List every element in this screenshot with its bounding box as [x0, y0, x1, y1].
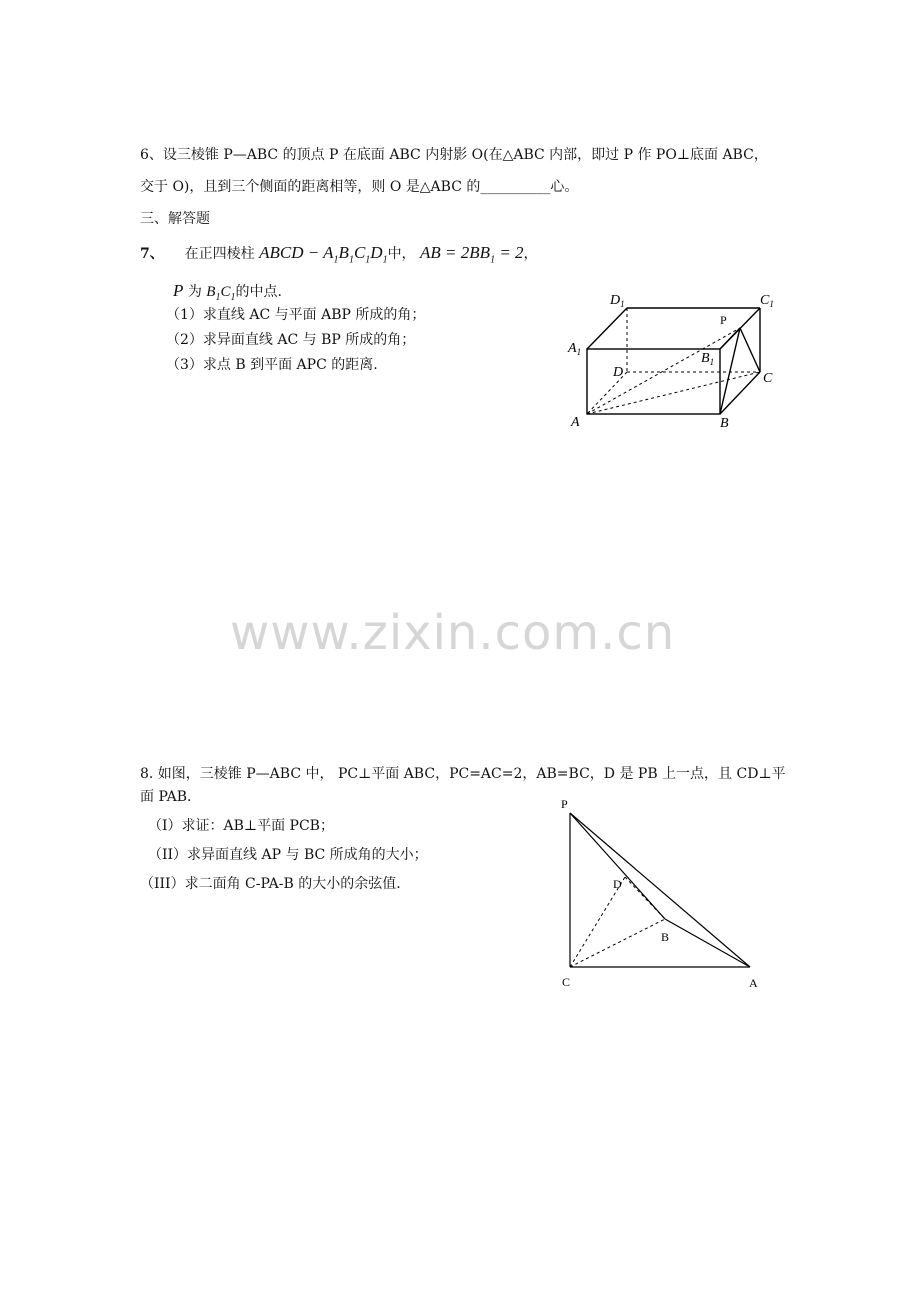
q7-p-text-end: 的中点.	[235, 284, 282, 300]
q8-tetrahedron-figure	[555, 795, 770, 995]
q6-line2-text: 交于 O)，且到三个侧面的距离相等，则 O 是△ABC 的	[140, 179, 481, 195]
label-A1: $A_1$	[568, 341, 582, 357]
q8-item-3: （III）求二面角 C-PA-B 的大小的余弦值.	[140, 876, 401, 892]
q7-intro-end: ，	[523, 246, 538, 262]
label-D: D	[613, 365, 624, 380]
q7-statement	[140, 244, 538, 269]
q6-line2	[140, 178, 578, 196]
q8-item-1: （I）求证：AB⊥平面 PCB；	[148, 818, 334, 834]
q7-item-3: （3）求点 B 到平面 APC 的距离.	[166, 357, 378, 373]
label-B: B	[720, 416, 729, 431]
label-C1: $C_1$	[760, 293, 774, 309]
q7-b1c1: $B_1C_1$	[206, 284, 236, 303]
q7-intro-mid: 中，	[387, 246, 416, 262]
q6-line1: 6、设三棱锥 P—ABC 的顶点 P 在底面 ABC 内射影 O(在△ABC 内部，即过 P 作 PO⊥底面 ABC，	[140, 147, 768, 163]
q7-prism-formula: ABCD − $A_1B_1C_1D_1$	[259, 243, 388, 266]
q8-line1: 8. 如图，三棱锥 P—ABC 中， PC⊥平面 ABC，PC=AC=2，AB=BC，D 是 PB 上一点，且 CD⊥平	[140, 766, 786, 782]
q7-item-2: （2）求异面直线 AC 与 BP 所成的角；	[166, 332, 416, 348]
q7-p-text: 为	[187, 284, 202, 300]
q7-number: 7、	[140, 246, 164, 262]
label-C: C	[763, 371, 773, 386]
q7-intro: 在正四棱柱	[184, 246, 255, 262]
label-P: P	[720, 313, 727, 327]
q7-length-formula: AB = $2BB_1 = 2$	[420, 243, 524, 266]
label-A: A	[749, 976, 758, 990]
q8-item-2: （II）求异面直线 AP 与 BC 所成角的大小；	[148, 847, 428, 863]
q7-p-definition	[173, 282, 282, 307]
label-P: P	[561, 797, 568, 811]
label-D1: $D_1$	[610, 293, 625, 309]
q7-prism-figure	[560, 282, 790, 432]
label-C: C	[562, 975, 571, 989]
q6-line2-end: 心。	[550, 179, 579, 195]
label-B1: $B_1$	[701, 351, 715, 367]
q8-line2: 面 PAB.	[140, 789, 192, 805]
label-D: D	[613, 877, 622, 891]
label-A: A	[571, 415, 580, 430]
q6-blank: __________	[480, 179, 551, 195]
section-heading: 三、解答题	[140, 211, 210, 227]
q7-p-symbol: P	[173, 281, 184, 300]
label-B: B	[661, 930, 670, 944]
q7-item-1: （1）求直线 AC 与平面 ABP 所成的角；	[166, 307, 426, 323]
watermark: www.zixin.com.cn	[230, 605, 676, 661]
